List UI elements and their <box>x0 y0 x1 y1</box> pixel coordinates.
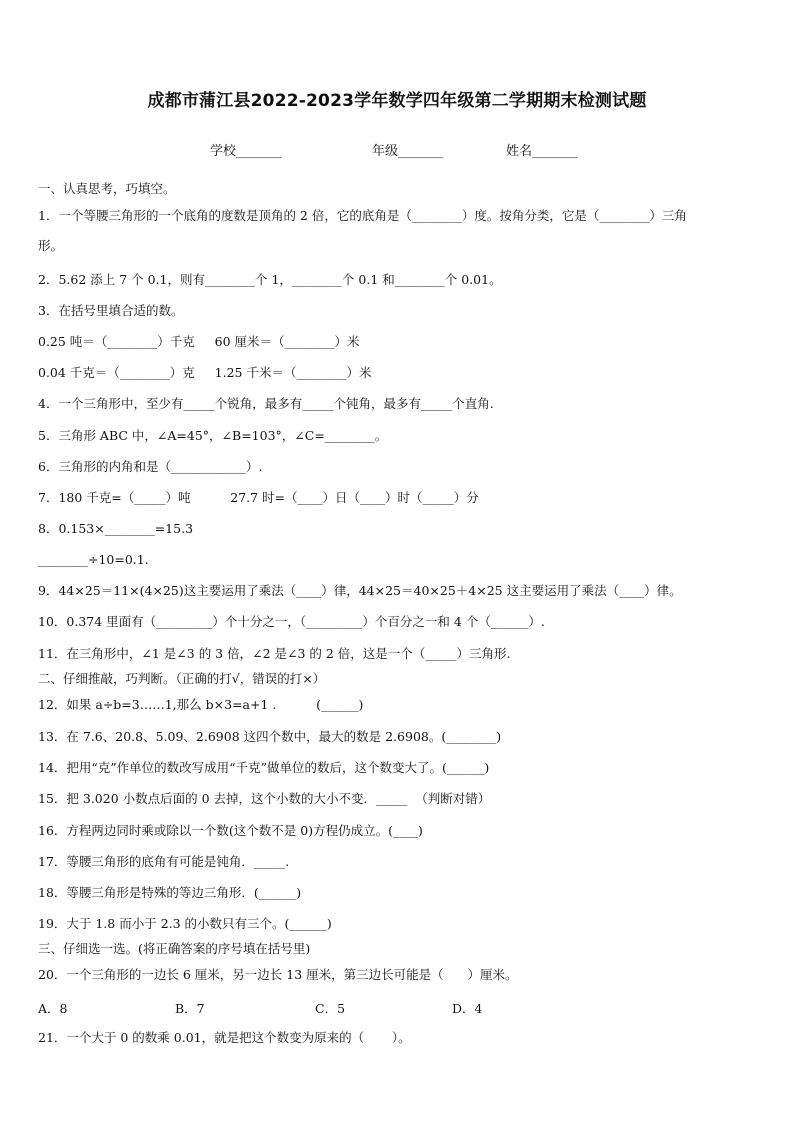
section-heading: 三、仔细选一选。(将正确答案的序号填在括号里) <box>38 941 311 956</box>
question-line: 10．0.374 里面有（_________）个十分之一，（_________）个百分之一和 4 个（______）. <box>38 614 545 629</box>
question-line: 19．大于 1.8 而小于 2.3 的小数只有三个。(______) <box>38 916 332 931</box>
page-title: 成都市蒲江县2022-2023学年数学四年级第二学期期末检测试题 <box>147 91 647 111</box>
question-line: ________÷10=0.1. <box>38 552 149 567</box>
question-line: 18．等腰三角形是特殊的等边三角形．(______) <box>38 885 302 900</box>
question-line: 7．180 千克=（_____）吨 27.7 时=（____）日（____）时（_____）分 <box>38 490 479 505</box>
question-line: 1．一个等腰三角形的一个底角的度数是顶角的 2 倍，它的底角是（________）度。按角分类，它是（________）三角 <box>38 208 687 223</box>
school-field[interactable]: 学校_______ <box>210 144 282 159</box>
question-line: 21．一个大于 0 的数乘 0.01，就是把这个数变为原来的（ ）。 <box>38 1030 411 1045</box>
question-line: 0.04 千克＝（________）克 1.25 千米＝（________）米 <box>38 365 372 380</box>
name-field[interactable]: 姓名_______ <box>506 144 578 159</box>
option-a[interactable]: A．8 <box>38 1001 68 1016</box>
question-line: 17．等腰三角形的底角有可能是钝角．_____. <box>38 854 290 869</box>
question-line: 9．44×25＝11×(4×25)这主要运用了乘法（____）律，44×25＝40×25＋4×25 这主要运用了乘法（____）律。 <box>38 583 682 598</box>
question-line: 0.25 吨＝（________）千克 60 厘米＝（________）米 <box>38 334 360 349</box>
question-line: 2．5.62 添上 7 个 0.1，则有________个 1，________个 0.1 和________个 0.01。 <box>38 272 502 287</box>
option-d[interactable]: D．4 <box>452 1001 483 1016</box>
question-line: 14．把用“克”作单位的数改写成用“千克”做单位的数后，这个数变大了。(______) <box>38 760 490 775</box>
question-line: 形。 <box>38 238 64 253</box>
question-line: 5．三角形 ABC 中，∠A=45°，∠B=103°，∠C=________。 <box>38 428 388 443</box>
question-line: 16．方程两边同时乘或除以一个数(这个数不是 0)方程仍成立。(____) <box>38 823 423 838</box>
section-heading: 一、认真思考，巧填空。 <box>38 181 176 196</box>
question-line: 3．在括号里填合适的数。 <box>38 303 184 318</box>
answer-options <box>38 999 738 1017</box>
grade-field[interactable]: 年级_______ <box>372 144 444 159</box>
question-line: 8．0.153×________=15.3 <box>38 521 194 536</box>
question-line: 12．如果 a÷b=3……1,那么 b×3=a+1 . (______) <box>38 697 364 712</box>
question-line: 4．一个三角形中，至少有_____个锐角，最多有_____个钝角，最多有_____个直角. <box>38 396 494 411</box>
option-b[interactable]: B．7 <box>175 1001 205 1016</box>
section-heading: 二、仔细推敲，巧判断。（正确的打√，错误的打×） <box>38 671 326 686</box>
question-line: 13．在 7.6、20.8、5.09、2.6908 这四个数中，最大的数是 2.6908。(________) <box>38 729 502 744</box>
question-line: 11．在三角形中，∠1 是∠3 的 3 倍，∠2 是∠3 的 2 倍，这是一个（_____）三角形. <box>38 646 511 661</box>
question-line: 6．三角形的内角和是（____________）. <box>38 459 263 474</box>
student-info-row <box>0 140 794 160</box>
option-c[interactable]: C．5 <box>315 1001 346 1016</box>
question-line: 15．把 3.020 小数点后面的 0 去掉，这个小数的大小不变．_____ （判断对错） <box>38 791 491 806</box>
question-line: 20．一个三角形的一边长 6 厘米，另一边长 13 厘米，第三边长可能是（ ）厘米。 <box>38 967 518 982</box>
